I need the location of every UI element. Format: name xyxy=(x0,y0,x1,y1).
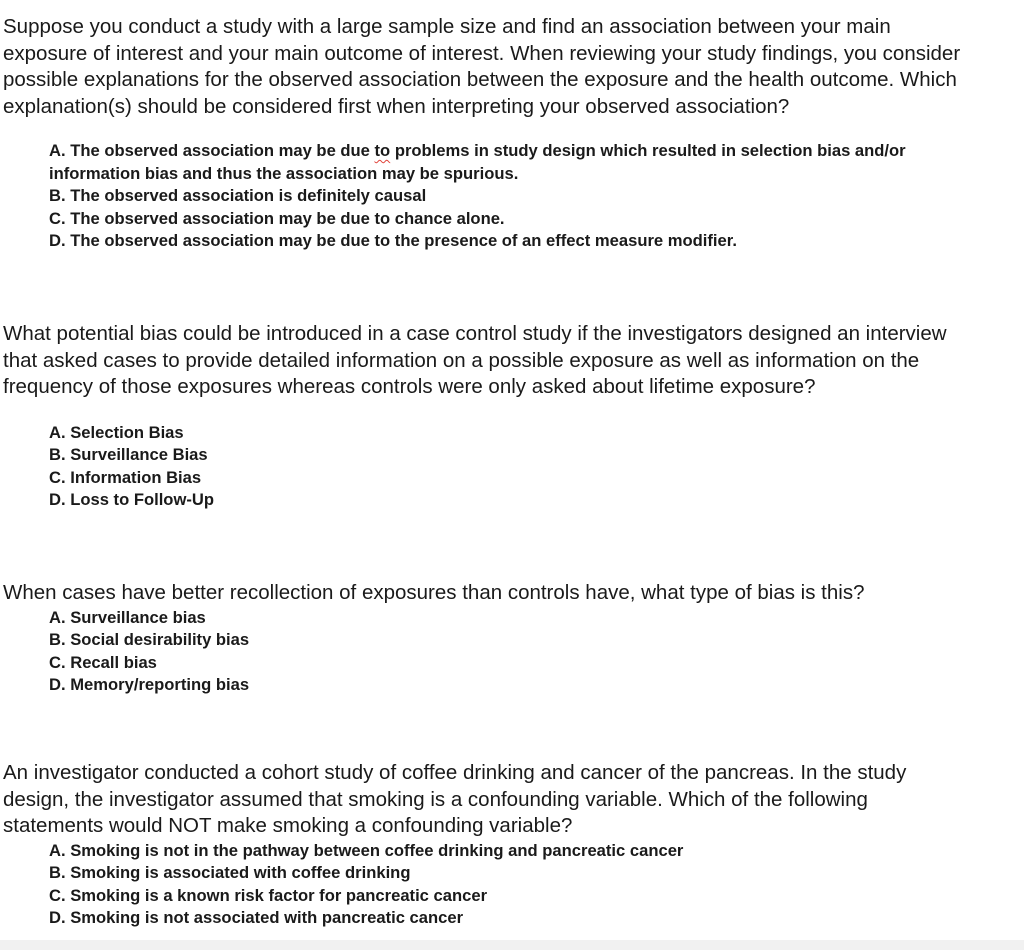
option-a xyxy=(49,140,929,185)
option-c: C. The observed association may be due to chance alone. xyxy=(49,208,505,228)
question-1-prompt: Suppose you conduct a study with a large sample size and find an association between your main exposure of interest and your main outcome of interest. When reviewing your study findings, you consider possible explanations for the observed association between the exposure and the health outcome. Which explanation(s) should be considered first when interpreting your observed association? xyxy=(3,15,961,118)
spellcheck-flagged-word: to xyxy=(374,141,391,160)
option-a: A. Smoking is not in the pathway between coffee drinking and pancreatic cancer xyxy=(49,840,684,860)
option-c: C. Smoking is a known risk factor for pancreatic cancer xyxy=(49,885,488,905)
option-b: B. Smoking is associated with coffee drinking xyxy=(49,863,411,882)
question-3-options xyxy=(3,607,963,697)
option-a: A. Surveillance bias xyxy=(49,607,206,627)
option-a-text-start: A. The observed association may be due xyxy=(49,141,375,160)
question-4-options xyxy=(3,840,963,930)
page-bottom-edge xyxy=(0,940,1024,950)
question-1-options xyxy=(3,140,929,253)
question-2 xyxy=(3,321,963,512)
option-a-text-end: problems in study design which resulted in selection bias and/or information bias and thus the association may be spurious. xyxy=(49,141,906,183)
option-b: B. Surveillance Bias xyxy=(49,445,208,464)
option-c: C. Recall bias xyxy=(49,652,157,672)
question-4 xyxy=(3,760,963,930)
question-1 xyxy=(3,14,963,253)
question-4-prompt: An investigator conducted a cohort study of coffee drinking and cancer of the pancreas. In the study design, the investigator assumed that smoking is a confounding variable. Which of the following statements would NOT make smoking a confounding variable? xyxy=(3,761,907,837)
option-d: D. The observed association may be due to the presence of an effect measure modifier. xyxy=(49,231,737,250)
option-d: D. Smoking is not associated with pancreatic cancer xyxy=(49,908,464,927)
question-2-prompt: What potential bias could be introduced in a case control study if the investigators designed an interview that asked cases to provide detailed information on a possible exposure as well as information on the frequency of those exposures whereas controls were only asked about lifetime exposure? xyxy=(3,322,947,398)
option-d: D. Loss to Follow-Up xyxy=(49,490,214,509)
option-d: D. Memory/reporting bias xyxy=(49,675,250,694)
question-3-prompt: When cases have better recollection of exposures than controls have, what type of bias is this? xyxy=(3,581,865,604)
option-b: B. Social desirability bias xyxy=(49,630,250,649)
option-b: B. The observed association is definitely causal xyxy=(49,186,427,205)
option-a: A. Selection Bias xyxy=(49,422,184,442)
option-c: C. Information Bias xyxy=(49,467,202,487)
question-2-options xyxy=(3,422,963,512)
question-3 xyxy=(3,580,963,697)
